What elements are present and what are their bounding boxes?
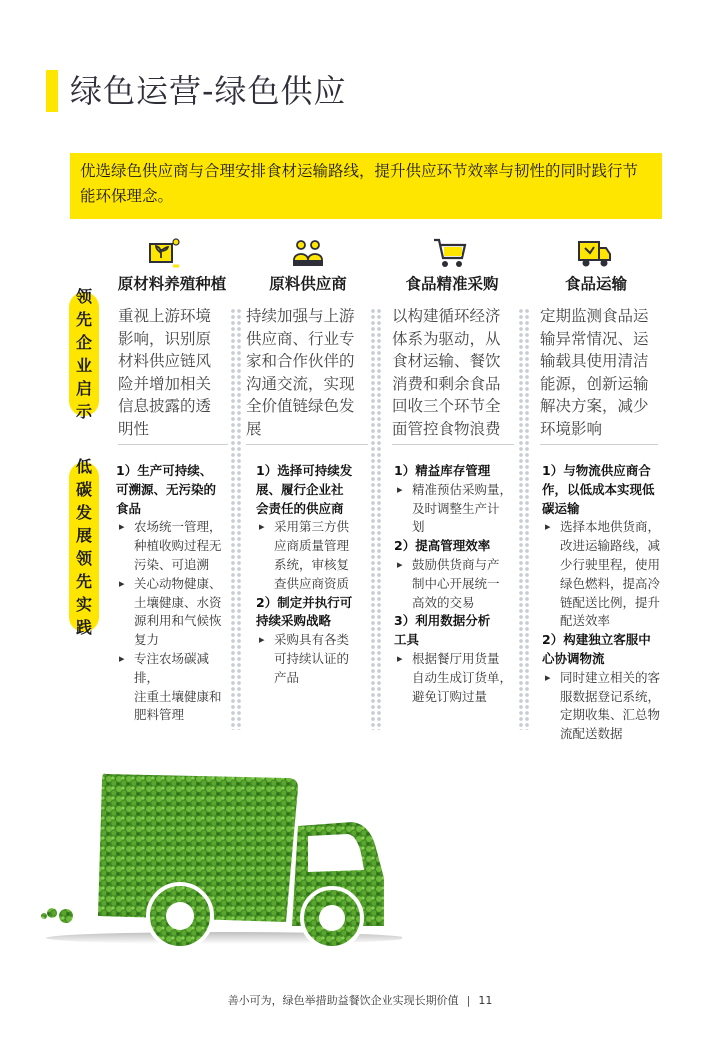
practice-bullet-line: ▸ 专注农场碳减排， bbox=[134, 650, 210, 685]
insight-line: 以构建循环经济 bbox=[392, 307, 501, 325]
practice-bullet-line: 系统，审核复 bbox=[274, 556, 350, 572]
practice-bullet-line: 少行驶里程，使用 bbox=[560, 556, 661, 572]
insight-line: 解决方案，减少 bbox=[540, 397, 649, 415]
practice-bullet-line: 污染、可追溯 bbox=[134, 556, 210, 572]
insight-line: 重视上游环境 bbox=[118, 307, 212, 325]
practice-bullet-line: 源利用和气候恢 bbox=[134, 613, 222, 629]
pill-char: 启 bbox=[75, 379, 92, 398]
practice-heading: 1）与物流供应商合 bbox=[542, 463, 651, 478]
pill-char: 业 bbox=[75, 356, 92, 375]
practice-heading: 1）生产可持续、 bbox=[116, 463, 213, 478]
practice-heading: 1）精益库存管理 bbox=[394, 463, 491, 478]
practice-bullet bbox=[116, 650, 232, 725]
practice-heading: 持续采购战略 bbox=[256, 613, 332, 629]
practice-bullet-line: 应商质量管理 bbox=[274, 538, 350, 554]
insight-line: 能源，创新运输 bbox=[540, 374, 649, 393]
practice-bullet-line: 链配送比例，提升 bbox=[560, 594, 661, 610]
delivery-truck-icon bbox=[576, 236, 612, 270]
practice-heading: 1）选择可持续发 bbox=[256, 463, 353, 478]
footer-text: 善小可为，绿色举措助益餐饮企业实现长期价值 bbox=[227, 994, 459, 1007]
practice-heading: 工具 bbox=[394, 632, 420, 648]
insight-line: 环境影响 bbox=[540, 419, 603, 438]
pill-char: 碳 bbox=[75, 480, 92, 499]
insight-line: 材料供应链风 bbox=[118, 352, 212, 370]
practice-heading: 展、履行企业社 bbox=[256, 481, 344, 497]
practice-bullet bbox=[542, 518, 672, 631]
insight-text bbox=[118, 305, 228, 445]
shopping-cart-icon bbox=[432, 236, 468, 270]
insight-text bbox=[392, 305, 514, 445]
practice-bullet bbox=[116, 518, 232, 574]
practice-bullet-line: 绿色燃料，提高冷 bbox=[560, 575, 661, 591]
insight-line: 信息披露的透 bbox=[118, 397, 212, 415]
practice-bullet-line: ▸ 同时建立相关的客 bbox=[560, 669, 661, 685]
insight-line: 消费和剩余食品 bbox=[392, 374, 501, 393]
practice-bullet-line: ▸ 采购具有各类 bbox=[274, 632, 350, 648]
column-heading: 食品精准采购 bbox=[405, 275, 499, 293]
practice-list bbox=[256, 462, 368, 688]
practice-heading: 3）利用数据分析 bbox=[394, 613, 491, 629]
title-accent-bar bbox=[46, 70, 58, 112]
insight-label-pill bbox=[69, 287, 99, 421]
practice-bullet-line: 及时调整生产计 bbox=[412, 500, 500, 516]
practice-bullet bbox=[394, 650, 516, 706]
practice-bullet-line: ▸ 选择本地供货商， bbox=[560, 519, 661, 535]
practice-bullet-line: 制中心开展统一 bbox=[412, 575, 500, 591]
practice-list bbox=[394, 462, 516, 706]
practice-bullet-line: 配送效率 bbox=[560, 613, 611, 629]
practice-heading: 食品 bbox=[116, 500, 142, 516]
column-heading: 原料供应商 bbox=[269, 275, 347, 293]
insight-line: 家和合作伙伴的 bbox=[246, 352, 355, 370]
insight-line: 输载具使用清洁 bbox=[540, 352, 649, 370]
practice-heading: 2）构建独立客服中 bbox=[542, 632, 651, 648]
practice-bullet bbox=[542, 669, 672, 744]
insight-line: 持续加强与上游 bbox=[246, 307, 355, 325]
pill-char: 低 bbox=[75, 457, 92, 476]
page-title: 绿色运营-绿色供应 bbox=[70, 72, 347, 110]
pill-char: 实 bbox=[75, 595, 92, 614]
insight-text bbox=[246, 305, 368, 445]
column-divider bbox=[518, 308, 530, 730]
insight-line: 定期监测食品运 bbox=[540, 307, 649, 325]
practice-heading: 会责任的供应商 bbox=[256, 500, 344, 516]
pill-char: 企 bbox=[75, 333, 92, 352]
practice-heading: 作，以低成本实现低 bbox=[542, 481, 655, 497]
insight-line: 回收三个环节全 bbox=[392, 397, 501, 415]
pill-char: 先 bbox=[75, 310, 92, 329]
practice-bullet-line: ▸ 鼓励供货商与产 bbox=[412, 556, 500, 572]
column-heading: 食品运输 bbox=[564, 275, 627, 293]
practice-bullet-line: ▸ 农场统一管理， bbox=[134, 519, 222, 535]
practice-bullet-line: ▸ 根据餐厅用货量 bbox=[412, 650, 500, 666]
practice-bullet-line: 服数据登记系统， bbox=[560, 688, 661, 704]
pill-char: 示 bbox=[75, 402, 92, 421]
practice-bullet-line: 产品 bbox=[274, 669, 300, 685]
practice-bullet-line: ▸ 关心动物健康、 bbox=[134, 575, 222, 591]
pill-char: 践 bbox=[75, 618, 92, 637]
pill-char: 先 bbox=[75, 572, 92, 591]
practice-bullet-line: 避免订购过量 bbox=[412, 688, 488, 704]
practice-bullet-line: 划 bbox=[412, 519, 425, 535]
page-footer bbox=[0, 992, 720, 1008]
intro-box: 优选绿色供应商与合理安排食材运输路线，提升供应环节效率与韧性的同时践行节能环保理念。 bbox=[70, 153, 662, 219]
insight-line: 体系为驱动，从 bbox=[392, 329, 501, 348]
practice-bullet-line: 注重土壤健康和 bbox=[134, 688, 222, 704]
practice-bullet bbox=[394, 556, 516, 612]
insight-text bbox=[540, 305, 658, 445]
footer-separator: | bbox=[466, 994, 471, 1007]
green-leaf-truck-image bbox=[36, 766, 402, 946]
column-heading: 原材料养殖种植 bbox=[117, 275, 227, 293]
practice-bullet-line: 土壤健康、水资 bbox=[134, 594, 222, 610]
insight-line: 供应商、行业专 bbox=[246, 329, 355, 348]
practice-bullet bbox=[394, 481, 516, 537]
insight-line: 展 bbox=[246, 419, 262, 438]
practice-heading: 心协调物流 bbox=[542, 650, 605, 666]
practice-bullet-line: 自动生成订货单， bbox=[412, 669, 513, 685]
insight-line: 明性 bbox=[118, 419, 150, 438]
practice-bullet-line: 高效的交易 bbox=[412, 594, 475, 610]
practice-heading: 可溯源、无污染的 bbox=[116, 481, 217, 497]
practice-list bbox=[542, 462, 672, 744]
practice-bullet-line: 定期收集、汇总物 bbox=[560, 707, 661, 723]
column-divider bbox=[370, 308, 382, 730]
practice-list bbox=[116, 462, 232, 725]
practice-bullet-line: 改进运输路线，减 bbox=[560, 538, 661, 554]
practice-heading: 2）提高管理效率 bbox=[394, 538, 491, 554]
insight-line: 面管控食物浪费 bbox=[392, 419, 501, 438]
practice-label-pill bbox=[69, 457, 99, 637]
practice-bullet-line: ▸ 精准预估采购量， bbox=[412, 481, 513, 497]
insight-line: 沟通交流，实现 bbox=[246, 374, 355, 393]
practice-heading: 碳运输 bbox=[542, 500, 580, 516]
practice-bullet bbox=[256, 518, 368, 593]
farm-plant-icon bbox=[146, 236, 182, 270]
supplier-people-icon bbox=[290, 236, 326, 270]
page-number: 11 bbox=[478, 994, 493, 1007]
practice-bullet-line: 查供应商资质 bbox=[274, 575, 350, 591]
pill-char: 发 bbox=[75, 503, 92, 522]
pill-char: 领 bbox=[75, 549, 92, 568]
practice-bullet-line: 肥料管理 bbox=[134, 707, 185, 723]
practice-bullet-line: 流配送数据 bbox=[560, 726, 623, 742]
insight-line: 食材运输、餐饮 bbox=[392, 352, 501, 370]
practice-bullet bbox=[116, 575, 232, 650]
insight-line: 全价值链绿色发 bbox=[246, 397, 355, 415]
practice-bullet-line: 复力 bbox=[134, 632, 160, 648]
insight-line: 险并增加相关 bbox=[118, 374, 212, 393]
insight-line: 输异常情况、运 bbox=[540, 329, 649, 348]
practice-bullet-line: 可持续认证的 bbox=[274, 650, 350, 666]
pill-char: 领 bbox=[75, 287, 92, 306]
insight-line: 影响，识别原 bbox=[118, 329, 212, 348]
practice-bullet-line: ▸ 采用第三方供 bbox=[274, 519, 350, 535]
practice-heading: 2）制定并执行可 bbox=[256, 594, 353, 610]
practice-bullet bbox=[256, 631, 368, 687]
practice-bullet-line: 种植收购过程无 bbox=[134, 538, 222, 554]
pill-char: 展 bbox=[75, 526, 92, 545]
